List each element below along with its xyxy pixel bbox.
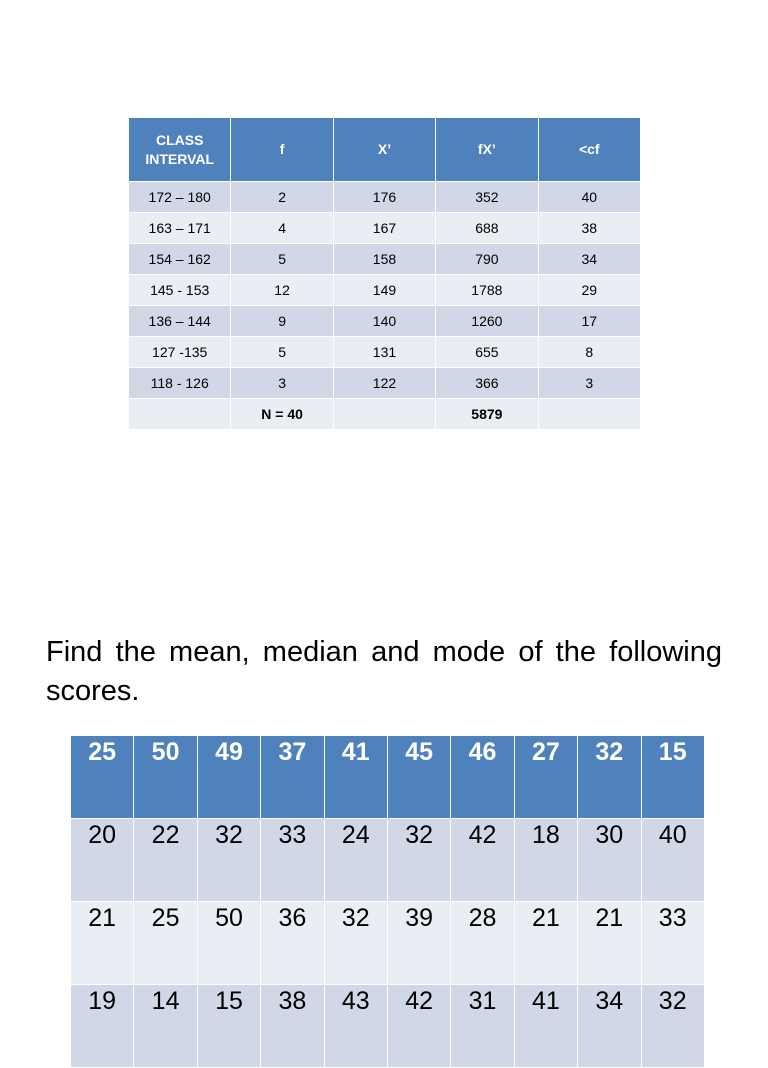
score-cell: 27 (514, 736, 577, 819)
score-cell: 31 (451, 985, 514, 1068)
score-cell: 32 (578, 736, 641, 819)
table-row (129, 306, 641, 337)
scores-row (71, 985, 705, 1068)
score-cell: 14 (134, 985, 197, 1068)
header-class-interval: CLASS INTERVAL (129, 118, 231, 182)
frequency-cell: 2 (231, 182, 333, 213)
class-interval-cell: 136 – 144 (129, 306, 231, 337)
cumulative-frequency-cell: 17 (538, 306, 640, 337)
frequency-table (128, 117, 641, 430)
fx-cell: 688 (436, 213, 538, 244)
class-interval-cell: 163 – 171 (129, 213, 231, 244)
frequency-cell: 3 (231, 368, 333, 399)
score-cell: 19 (71, 985, 134, 1068)
total-fx-cell: 5879 (436, 399, 538, 430)
score-cell: 20 (71, 819, 134, 902)
score-cell: 34 (578, 985, 641, 1068)
scores-row (71, 736, 705, 819)
table-row (129, 182, 641, 213)
score-cell: 24 (324, 819, 387, 902)
table-row (129, 275, 641, 306)
score-cell: 45 (387, 736, 450, 819)
score-cell: 25 (134, 902, 197, 985)
class-interval-cell: 118 - 126 (129, 368, 231, 399)
cumulative-frequency-cell: 3 (538, 368, 640, 399)
score-cell: 25 (71, 736, 134, 819)
class-interval-cell: 145 - 153 (129, 275, 231, 306)
frequency-cell: 5 (231, 337, 333, 368)
midpoint-cell: 158 (333, 244, 435, 275)
score-cell: 42 (387, 985, 450, 1068)
header-cumulative-frequency: <cf (538, 118, 640, 182)
totals-row (129, 399, 641, 430)
scores-table (70, 735, 705, 1068)
score-cell: 30 (578, 819, 641, 902)
score-cell: 37 (261, 736, 324, 819)
midpoint-cell: 149 (333, 275, 435, 306)
midpoint-cell: 167 (333, 213, 435, 244)
score-cell: 28 (451, 902, 514, 985)
fx-cell: 1260 (436, 306, 538, 337)
totals-empty-cell (333, 399, 435, 430)
header-midpoint: X’ (333, 118, 435, 182)
score-cell: 36 (261, 902, 324, 985)
midpoint-cell: 140 (333, 306, 435, 337)
score-cell: 32 (197, 819, 260, 902)
score-cell: 41 (324, 736, 387, 819)
score-cell: 15 (197, 985, 260, 1068)
frequency-cell: 5 (231, 244, 333, 275)
scores-row (71, 902, 705, 985)
score-cell: 15 (641, 736, 704, 819)
score-cell: 18 (514, 819, 577, 902)
score-cell: 38 (261, 985, 324, 1068)
scores-row (71, 819, 705, 902)
header-fx: fX’ (436, 118, 538, 182)
cumulative-frequency-cell: 34 (538, 244, 640, 275)
frequency-cell: 9 (231, 306, 333, 337)
score-cell: 21 (514, 902, 577, 985)
table-row (129, 213, 641, 244)
table-row (129, 337, 641, 368)
total-n-cell: N = 40 (231, 399, 333, 430)
cumulative-frequency-cell: 29 (538, 275, 640, 306)
score-cell: 43 (324, 985, 387, 1068)
score-cell: 40 (641, 819, 704, 902)
fx-cell: 655 (436, 337, 538, 368)
frequency-table-header-row (129, 118, 641, 182)
midpoint-cell: 176 (333, 182, 435, 213)
score-cell: 50 (197, 902, 260, 985)
score-cell: 33 (261, 819, 324, 902)
table-row (129, 244, 641, 275)
cumulative-frequency-cell: 38 (538, 213, 640, 244)
score-cell: 22 (134, 819, 197, 902)
score-cell: 42 (451, 819, 514, 902)
table-row (129, 368, 641, 399)
totals-empty-cell (538, 399, 640, 430)
frequency-cell: 4 (231, 213, 333, 244)
totals-empty-cell (129, 399, 231, 430)
class-interval-cell: 127 -135 (129, 337, 231, 368)
score-cell: 32 (324, 902, 387, 985)
score-cell: 21 (71, 902, 134, 985)
score-cell: 49 (197, 736, 260, 819)
score-cell: 21 (578, 902, 641, 985)
score-cell: 32 (387, 819, 450, 902)
problem-prompt: Find the mean, median and mode of the following scores. (46, 636, 722, 707)
score-cell: 46 (451, 736, 514, 819)
class-interval-cell: 154 – 162 (129, 244, 231, 275)
midpoint-cell: 131 (333, 337, 435, 368)
fx-cell: 790 (436, 244, 538, 275)
score-cell: 39 (387, 902, 450, 985)
score-cell: 50 (134, 736, 197, 819)
fx-cell: 352 (436, 182, 538, 213)
fx-cell: 1788 (436, 275, 538, 306)
score-cell: 33 (641, 902, 704, 985)
frequency-cell: 12 (231, 275, 333, 306)
fx-cell: 366 (436, 368, 538, 399)
cumulative-frequency-cell: 8 (538, 337, 640, 368)
header-frequency: f (231, 118, 333, 182)
midpoint-cell: 122 (333, 368, 435, 399)
score-cell: 41 (514, 985, 577, 1068)
cumulative-frequency-cell: 40 (538, 182, 640, 213)
score-cell: 32 (641, 985, 704, 1068)
class-interval-cell: 172 – 180 (129, 182, 231, 213)
